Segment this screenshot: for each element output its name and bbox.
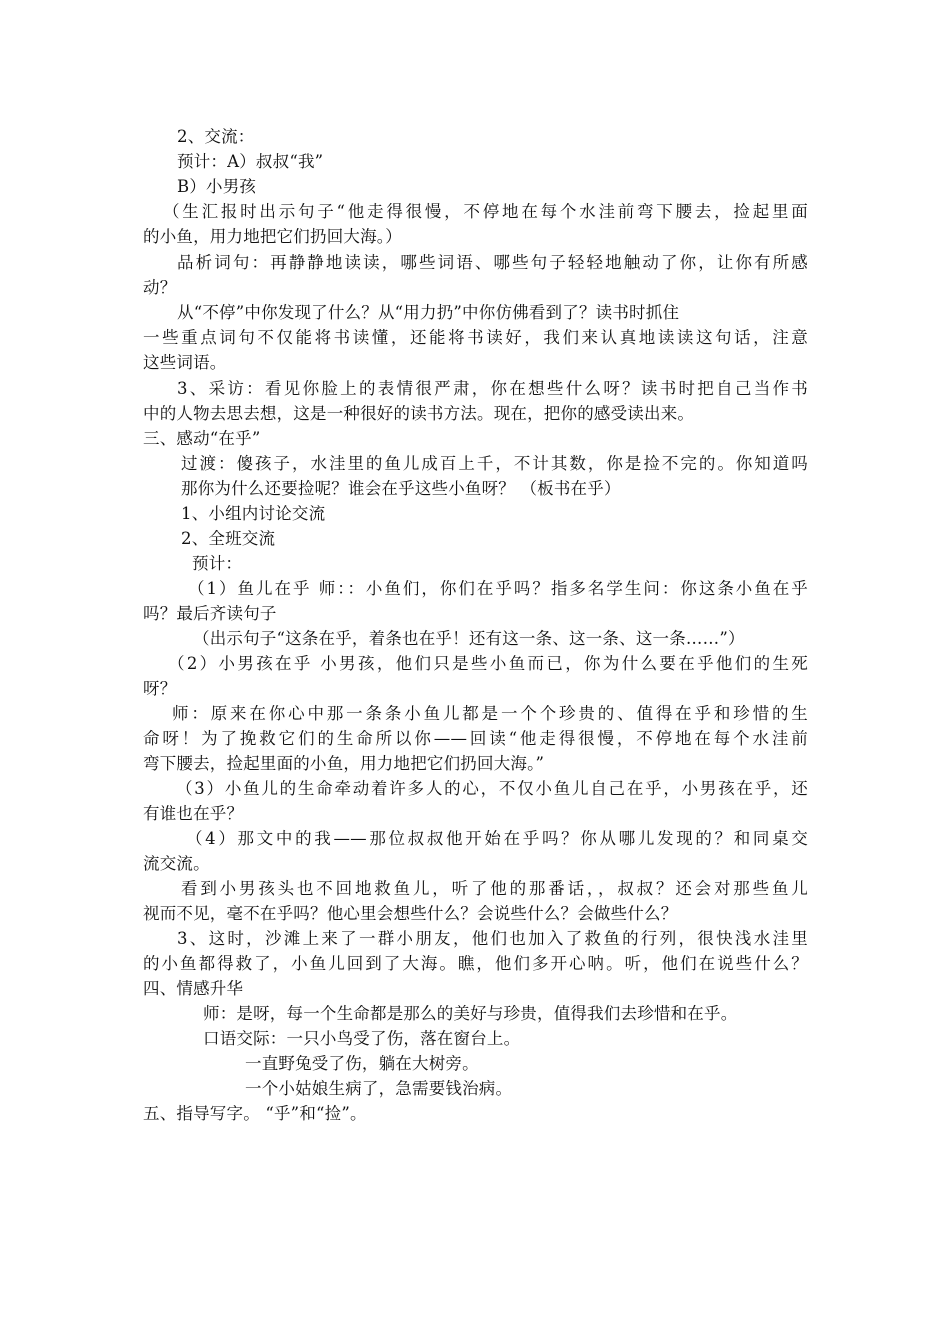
text-line: 一个小姑娘生病了，急需要钱治病。 <box>245 1079 513 1098</box>
text-line: 中的人物去思去想，这是一种很好的读书方法。现在，把你的感受读出来。 <box>143 404 695 423</box>
text-line: 流交流。 <box>143 854 210 873</box>
text-line: 呀？ <box>143 679 177 698</box>
text-line: 视而不见，毫不在乎吗？他心里会想些什么？会说些什么？会做些什么？ <box>143 904 678 923</box>
text-line: 从“不停”中你发现了什么？从“用力扔”中你仿佛看到了？读书时抓住 <box>177 303 680 322</box>
section-heading: 四、情感升华 <box>143 979 244 998</box>
text-line: 2、交流： <box>177 127 255 146</box>
text-line: （3）小鱼儿的生命牵动着许多人的心，不仅小鱼儿自己在乎，小男孩在乎，还 <box>176 779 808 798</box>
text-line: B）小男孩 <box>177 177 257 196</box>
text-line: （1）鱼儿在乎 师：：小鱼们，你们在乎吗？指多名学生问：你这条小鱼在乎 <box>188 579 808 598</box>
text-line: 预计：A）叔叔“我” <box>177 152 324 171</box>
section-heading: 三、感动“在乎” <box>143 429 261 448</box>
text-line: 命呀！为了挽救它们的生命所以你——回读“他走得很慢，不停地在每个水洼前 <box>143 729 808 748</box>
text-line: （2）小男孩在乎 小男孩，他们只是些小鱼而已，你为什么要在乎他们的生死 <box>168 654 808 673</box>
text-line: 看到小男孩头也不回地救鱼儿，听了他的那番话，，叔叔？还会对那些鱼儿 <box>181 879 808 898</box>
text-line: 品析词句：再静静地读读，哪些词语、哪些句子轻轻地触动了你，让你有所感 <box>177 253 808 272</box>
text-line: 一些重点词句不仅能将书读懂，还能将书读好，我们来认真地读读这句话，注意 <box>143 328 808 347</box>
text-line: 2、全班交流 <box>181 529 276 548</box>
text-line: 动？ <box>143 278 177 297</box>
text-line: （4）那文中的我——那位叔叔他开始在乎吗？你从哪儿发现的？和同桌交 <box>186 829 808 848</box>
text-line: 的小鱼，用力地把它们扔回大海。） <box>143 227 402 246</box>
text-line: 过渡：傻孩子，水洼里的鱼儿成百上千，不计其数，你是捡不完的。你知道吗 <box>181 454 808 473</box>
text-line: 3、这时，沙滩上来了一群小朋友，他们也加入了救鱼的行列，很快浅水洼里 <box>177 929 808 948</box>
text-line: 这些词语。 <box>143 353 227 372</box>
text-line: 师：是呀，每一个生命都是那么的美好与珍贵，值得我们去珍惜和在乎。 <box>203 1004 738 1023</box>
text-line: 那你为什么还要捡呢？谁会在乎这些小鱼呀？ （板书在乎） <box>181 479 621 498</box>
text-line: 口语交际：一只小鸟受了伤，落在窗台上。 <box>203 1029 521 1048</box>
section-heading: 五、指导写字。 “乎”和“捡”。 <box>143 1104 367 1123</box>
text-line: 师：原来在你心中那一条条小鱼儿都是一个个珍贵的、值得在乎和珍惜的生 <box>172 704 808 723</box>
text-line: 弯下腰去，捡起里面的小鱼，用力地把它们扔回大海。” <box>143 754 545 773</box>
text-line: （生汇报时出示句子“他走得很慢，不停地在每个水洼前弯下腰去，捡起里面 <box>163 202 808 221</box>
text-line: （出示句子“这条在乎，着条也在乎！还有这一条、这一条、这一条……”） <box>193 629 745 648</box>
text-line: 的小鱼都得救了，小鱼儿回到了大海。瞧，他们多开心呐。听，他们在说些什么？ <box>143 954 808 973</box>
text-line: 预计： <box>192 554 243 573</box>
text-line: 1、小组内讨论交流 <box>181 504 326 523</box>
text-line: 一直野兔受了伤，躺在大树旁。 <box>245 1054 479 1073</box>
text-line: 吗？最后齐读句子 <box>143 604 277 623</box>
text-line: 3、采访：看见你脸上的表情很严肃，你在想些什么呀？读书时把自己当作书 <box>177 379 808 398</box>
text-line: 有谁也在乎？ <box>143 804 244 823</box>
